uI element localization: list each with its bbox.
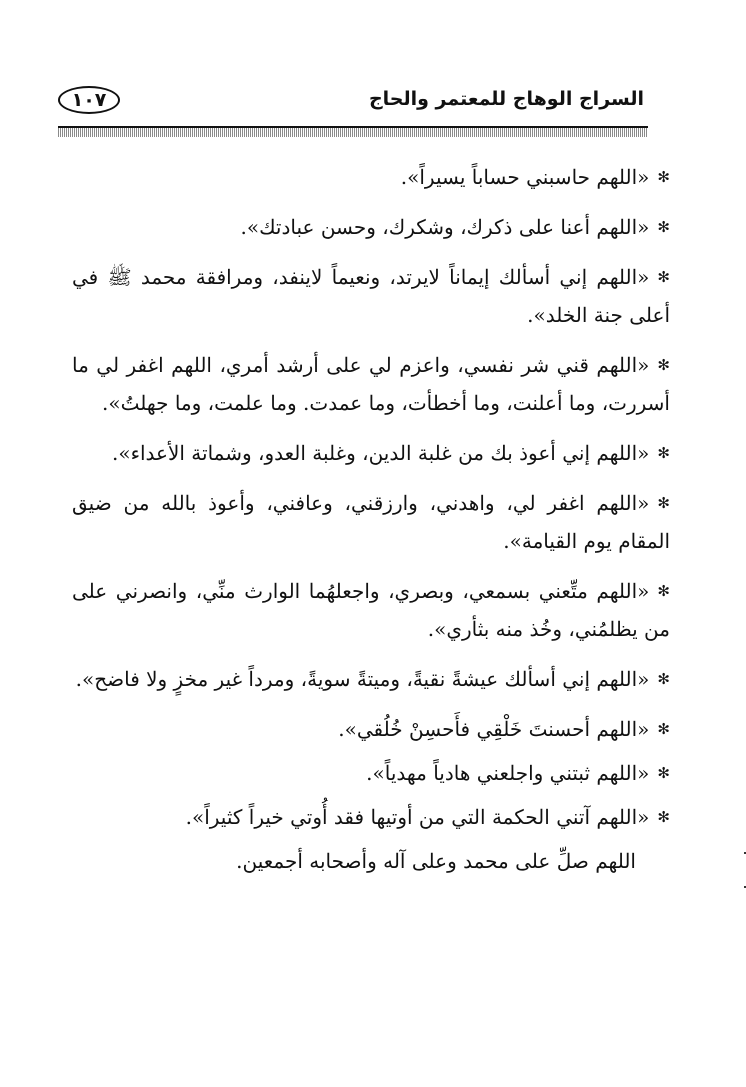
star-bullet-icon: ✻ (657, 356, 670, 374)
supplication-item (72, 754, 670, 792)
star-bullet-icon: ✻ (657, 444, 670, 462)
star-bullet-icon: ✻ (657, 168, 670, 186)
supplication-text: «اللهم ثبتني واجلعني هادياً مهدياً». (366, 761, 650, 785)
running-header (58, 82, 648, 128)
supplication-item (72, 434, 670, 472)
supplication-item (72, 572, 670, 648)
supplication-text: «اللهم قني شر نفسي، واعزم لي على أرشد أمري، اللهم اغفر لي ما أسررت، وما أعلنت، وما أخطأت، وما عمدت. وما علمت، وما جهلتُ». (72, 353, 670, 415)
supplication-text: «اللهم اغفر لي، واهدني، وارزقني، وعافني، وأعوذ بالله من ضيق المقام يوم القيامة». (72, 491, 670, 553)
supplication-item (72, 484, 670, 560)
star-bullet-icon: ✻ (657, 218, 670, 236)
supplication-text: «اللهم متِّعني بسمعي، وبصري، واجعلهُما الوارث منِّي، وانصرني على من يظلمُني، وخُذ منه بثأري». (72, 579, 670, 641)
supplication-item (72, 346, 670, 422)
supplication-item (72, 258, 670, 334)
supplication-text: «اللهم إني أسألك عيشةً نقيةً، وميتةً سويةً، ومرداً غير مخزٍ ولا فاضح». (75, 667, 650, 691)
star-bullet-icon: ✻ (657, 670, 670, 688)
supplication-item (72, 660, 670, 698)
supplication-text: «اللهم أحسنتَ خَلْقِي فأَحسِنْ خُلُقي». (338, 717, 650, 741)
supplication-item (72, 208, 670, 246)
star-bullet-icon: ✻ (657, 808, 670, 826)
supplication-text: «اللهم إني أسألك إيماناً لايرتد، ونعيماً لاينفد، ومرافقة محمد ﷺ في أعلى جنة الخلد». (72, 265, 670, 327)
page-number: ١٠٧ (58, 86, 120, 114)
star-bullet-icon: ✻ (657, 494, 670, 512)
star-bullet-icon: ✻ (657, 582, 670, 600)
book-title: السراج الوهاج للمعتمر والحاج (368, 88, 644, 110)
closing-prayer: اللهم صلِّ على محمد وعلى آله وأصحابه أجمعين. (236, 849, 636, 873)
supplication-item (72, 158, 670, 196)
star-bullet-icon: ✻ (657, 764, 670, 782)
supplication-text: «اللهم أعنا على ذكرك، وشكرك، وحسن عبادتك». (240, 215, 650, 239)
star-bullet-icon: ✻ (657, 268, 670, 286)
supplications-list (72, 158, 670, 892)
supplication-text: «اللهم إني أعوذ بك من غلبة الدين، وغلبة العدو، وشماتة الأعداء». (111, 441, 650, 465)
supplication-text: «اللهم آتني الحكمة التي من أوتيها فقد أُوتي خيراً كثيراً». (185, 805, 650, 829)
supplication-item (72, 710, 670, 748)
supplication-text: «اللهم حاسبني حساباً يسيراً». (400, 165, 650, 189)
star-bullet-icon: ✻ (657, 720, 670, 738)
supplication-item (72, 798, 670, 836)
header-divider (58, 126, 648, 137)
